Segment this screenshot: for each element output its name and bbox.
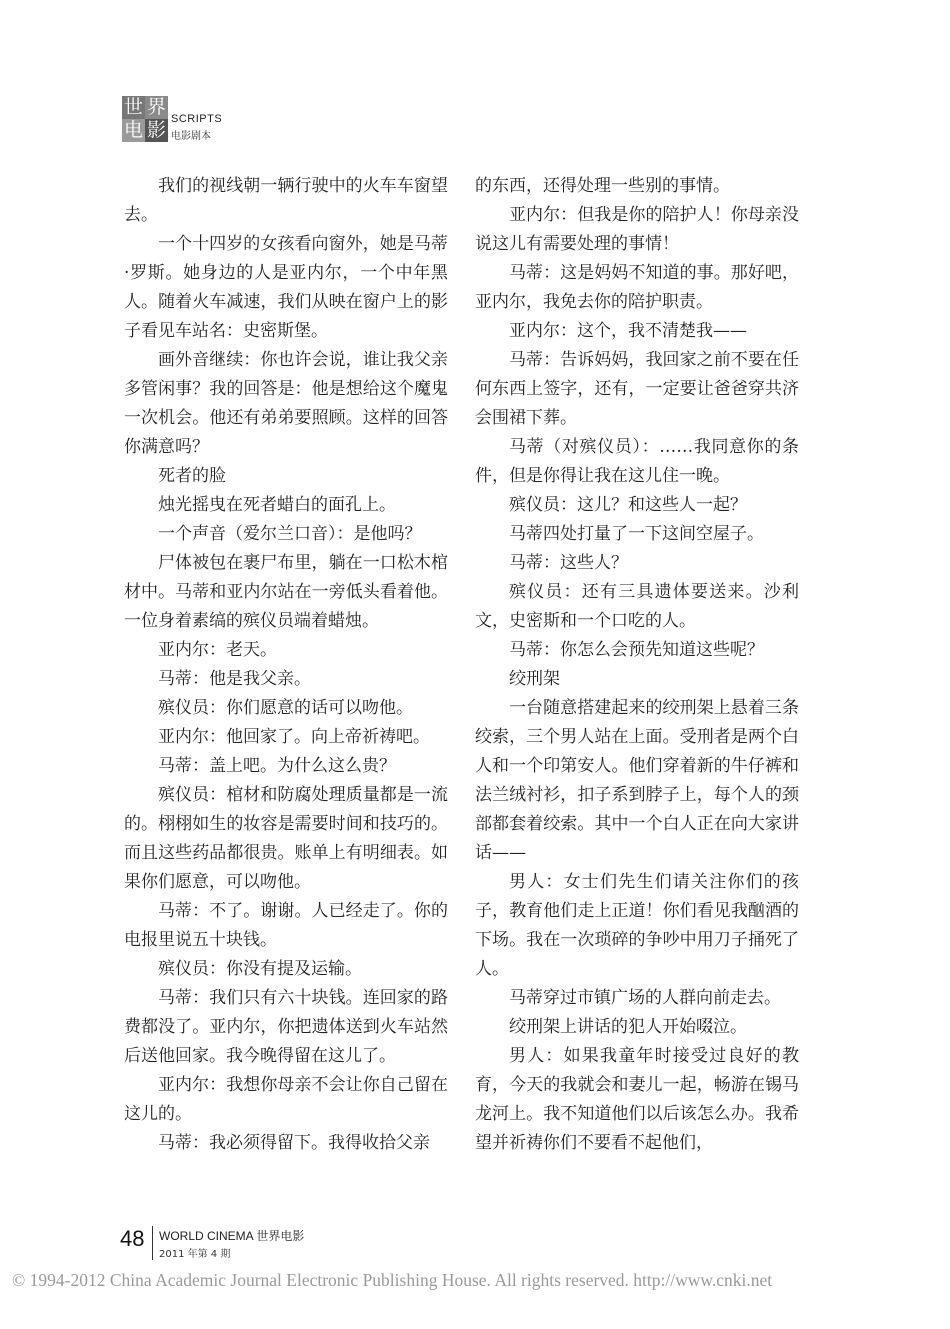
paragraph: 男人：如果我童年时接受过良好的教育，今天的我就会和妻儿一起，畅游在锡马龙河上。我不知道他们以后该怎么办。我希望并祈祷你们不要看不起他们， bbox=[475, 1046, 799, 1153]
paragraph: 马蒂（对殡仪员）：……我同意你的条件，但是你得让我在这儿住一晚。 bbox=[475, 437, 799, 486]
paragraph: 马蒂穿过市镇广场的人群向前走去。 bbox=[509, 988, 781, 1008]
logo-char: 电 bbox=[123, 119, 143, 141]
paragraph: 马蒂：我们只有六十块钱。连回家的路费都没了。亚内尔，你把遗体送到火车站然后送他回家。我今晚得留在这儿了。 bbox=[124, 988, 448, 1066]
paragraph: 一个声音（爱尔兰口音）：是他吗？ bbox=[158, 524, 422, 544]
paragraph: 烛光摇曳在死者蜡白的面孔上。 bbox=[158, 495, 396, 515]
paragraph: 殡仪员：棺材和防腐处理质量都是一流的。栩栩如生的妆容是需要时间和技巧的。而且这些药品都很贵。账单上有明细表。如果你们愿意，可以吻他。 bbox=[124, 785, 448, 892]
paragraph: 绞刑架 bbox=[509, 669, 560, 689]
paragraph: 殡仪员：你没有提及运输。 bbox=[158, 959, 362, 979]
paragraph: 马蒂：告诉妈妈，我回家之前不要在任何东西上签字，还有，一定要让爸爸穿共济会围裙下葬。 bbox=[475, 350, 799, 428]
paragraph: 殡仪员：这儿？和这些人一起？ bbox=[509, 495, 747, 515]
paragraph: 马蒂：这些人？ bbox=[509, 553, 628, 573]
paragraph: 殡仪员：你们愿意的话可以吻他。 bbox=[158, 698, 413, 718]
paragraph: 亚内尔：我想你母亲不会让你自己留在这儿的。 bbox=[124, 1075, 448, 1124]
paragraph: 我们的视线朝一辆行驶中的火车车窗望去。 bbox=[124, 176, 448, 225]
paragraph: 一台随意搭建起来的绞刑架上悬着三条绞索，三个男人站在上面。受刑者是两个白人和一个印第安人。他们穿着新的牛仔裤和法兰绒衬衫，扣子系到脖子上，每个人的颈部都套着绞索。其中一个白人正在向大家讲话—— bbox=[475, 698, 799, 863]
paragraph: 殡仪员：还有三具遗体要送来。沙利文，史密斯和一个口吃的人。 bbox=[475, 582, 799, 631]
logo-char: 界 bbox=[146, 96, 166, 118]
logo-char: 影 bbox=[146, 119, 166, 141]
paragraph: 亚内尔：老天。 bbox=[158, 640, 277, 660]
paragraph: 马蒂：我必须得留下。我得收拾父亲 bbox=[158, 1133, 430, 1153]
right-text-column bbox=[475, 172, 799, 1158]
issue-number: 2011 年第 4 期 bbox=[159, 1249, 231, 1260]
paragraph: 画外音继续：你也许会说，谁让我父亲多管闲事？我的回答是：他是想给这个魔鬼一次机会。他还有弟弟要照顾。这样的回答你满意吗？ bbox=[124, 350, 448, 457]
paragraph: 马蒂：这是妈妈不知道的事。那好吧，亚内尔，我免去你的陪护职责。 bbox=[475, 263, 799, 312]
logo-char: 世 bbox=[123, 96, 143, 118]
section-label-zh: 电影剧本 bbox=[171, 131, 211, 142]
paragraph: 马蒂：盖上吧。为什么这么贵？ bbox=[158, 756, 396, 776]
paragraph: 亚内尔：但我是你的陪护人！你母亲没说这儿有需要处理的事情！ bbox=[475, 205, 799, 254]
paragraph: 马蒂：你怎么会预先知道这些呢？ bbox=[509, 640, 764, 660]
paragraph: 尸体被包在裹尸布里，躺在一口松木棺材中。马蒂和亚内尔站在一旁低头看着他。一位身着素缟的殡仪员端着蜡烛。 bbox=[124, 553, 448, 631]
magazine-name: WORLD CINEMA 世界电影 bbox=[159, 1229, 305, 1243]
paragraph: 马蒂四处打量了一下这间空屋子。 bbox=[509, 524, 764, 544]
magazine-logo bbox=[122, 96, 168, 142]
page-number: 48 bbox=[120, 1226, 145, 1251]
paragraph: 马蒂：他是我父亲。 bbox=[158, 669, 311, 689]
paragraph: 一个十四岁的女孩看向窗外，她是马蒂·罗斯。她身边的人是亚内尔，一个中年黑人。随着火车减速，我们从映在窗户上的影子看见车站名：史密斯堡。 bbox=[124, 234, 448, 341]
left-text-column bbox=[124, 172, 448, 1158]
section-label-en: SCRIPTS bbox=[171, 113, 223, 125]
copyright-notice: © 1994-2012 China Academic Journal Electronic Publishing House. All rights reserved. http://www.cnki.net bbox=[12, 1270, 773, 1290]
paragraph: 死者的脸 bbox=[158, 466, 226, 486]
paragraph: 亚内尔：这个，我不清楚我—— bbox=[509, 321, 747, 341]
paragraph: 男人：女士们先生们请关注你们的孩子，教育他们走上正道！你们看见我酗酒的下场。我在一次琐碎的争吵中用刀子捅死了人。 bbox=[475, 872, 799, 979]
paragraph: 马蒂：不了。谢谢。人已经走了。你的电报里说五十块钱。 bbox=[124, 901, 448, 950]
paragraph: 亚内尔：他回家了。向上帝祈祷吧。 bbox=[158, 727, 430, 747]
paragraph: 绞刑架上讲话的犯人开始啜泣。 bbox=[509, 1017, 747, 1037]
paragraph: 的东西，还得处理一些别的事情。 bbox=[475, 176, 730, 196]
footer-divider bbox=[152, 1226, 153, 1260]
